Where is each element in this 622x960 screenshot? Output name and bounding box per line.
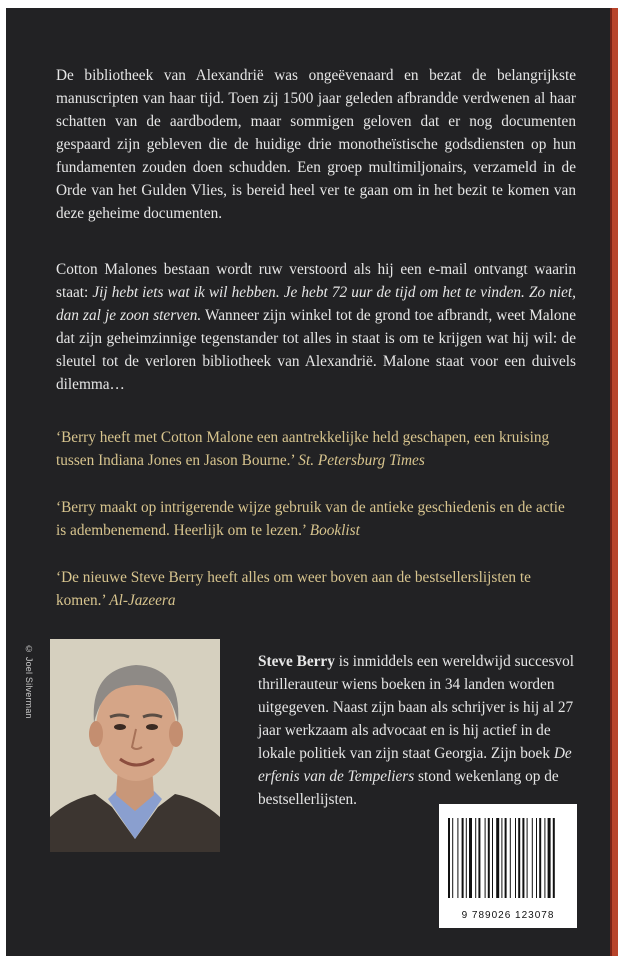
barcode-bar <box>448 818 450 898</box>
barcode-bar <box>501 818 502 898</box>
barcode-bar <box>462 818 464 898</box>
barcode-bar <box>492 818 493 898</box>
book-back-cover <box>6 8 618 956</box>
author-photo <box>50 639 220 852</box>
barcode-bar <box>485 818 486 898</box>
blurb-paragraph-1: De bibliotheek van Alexandrië was ongeëvenaard en bezat de belangrijkste manuscripten van haar tijd. Toen zij 1500 jaar geleden afbrandde verdwenen al haar schatten van de aardbodem, maar sommigen geloven dat er nog documenten gespaard zijn gebleven die de huidige drie monotheïstische godsdiensten op hun fundamenten zouden doen schudden. Een groep multimiljonairs, verzameld in de Orde van het Gulden Vlies, is bereid heel ver te gaan om in het bezit te komen van deze geheime documenten. <box>56 67 576 222</box>
blurb-p2-start: Cotton Malones bestaan wordt ruw verstoord als hij een e-mail ontvangt waarin staat: <box>56 261 576 301</box>
quote-text: ‘Berry maakt op intrigerende wijze gebruik van de antieke geschiedenis en de actie is adembenemend. Heerlijk om te lezen.’ <box>56 499 565 539</box>
blurb-p2-threat: Jij hebt iets wat ik wil hebben. Je hebt 72 uur de tijd om het te vinden. Zo niet, dan zal je zoon sterven. <box>56 284 576 324</box>
barcode-bar <box>548 818 551 898</box>
barcode-bar <box>518 818 520 898</box>
barcode <box>439 804 577 904</box>
review-quote-3 <box>56 566 576 612</box>
barcode-bar <box>452 818 453 898</box>
barcode-bar <box>457 818 458 898</box>
barcode-bar <box>553 818 555 898</box>
barcode-bar <box>496 818 499 898</box>
barcode-bar <box>536 818 537 898</box>
quote-source: Booklist <box>309 522 360 539</box>
quote-text: ‘De nieuwe Steve Berry heeft alles om weer boven aan de bestsellerslijsten te komen.’ <box>56 569 531 609</box>
barcode-bar <box>478 818 480 898</box>
quote-text: ‘Berry heeft met Cotton Malone een aantrekkelijke held geschapen, een kruising tussen Indiana Jones en Jason Bourne.’ <box>56 429 550 469</box>
author-name: Steve Berry <box>258 653 335 670</box>
bio-text-2: stond wekenlang op de bestsellerlijsten. <box>258 768 559 808</box>
barcode-bar <box>532 818 533 898</box>
bio-book-title: De erfenis van de Tempeliers <box>258 745 572 785</box>
barcode-bar <box>469 818 472 898</box>
review-quote-1 <box>56 426 576 472</box>
barcode-label <box>439 804 577 928</box>
author-bio <box>258 650 578 811</box>
barcode-bar <box>544 818 545 898</box>
barcode-bar <box>515 818 516 898</box>
review-quote-2 <box>56 496 576 542</box>
quote-source: Al-Jazeera <box>109 592 176 609</box>
photo-credit: © Joel Silverman <box>24 644 34 719</box>
author-portrait-illustration <box>50 639 220 852</box>
spine-edge <box>610 8 612 956</box>
bio-text-1: is inmiddels een wereldwijd succesvol thrillerauteur wiens boeken in 34 landen worden uitgegeven. Naast zijn baan als schrijver is hij al 27 jaar werkzaam als advocaat en is hij actief in de lokale politiek van zijn staat Georgia. Zijn boek <box>258 653 575 762</box>
quote-source: St. Petersburg Times <box>298 452 425 469</box>
barcode-bar <box>505 818 507 898</box>
barcode-bar <box>488 818 490 898</box>
barcode-bar <box>510 818 511 898</box>
barcode-bar <box>522 818 524 898</box>
barcode-bar <box>475 818 476 898</box>
blurb-paragraph-2 <box>56 258 576 396</box>
barcode-bar <box>539 818 541 898</box>
barcode-bar <box>466 818 467 898</box>
isbn-number: 9 789026 123078 <box>461 910 555 921</box>
barcode-bar <box>527 818 528 898</box>
blurb-p2-end: Wanneer zijn winkel tot de grond toe afbrandt, weet Malone dat zijn geheimzinnige tegenstander tot alles in staat is om te krijgen wat hij wil: de sleutel tot de verloren bibliotheek van Alexandrië. Malone staat voor een duivels dilemma… <box>56 307 576 393</box>
